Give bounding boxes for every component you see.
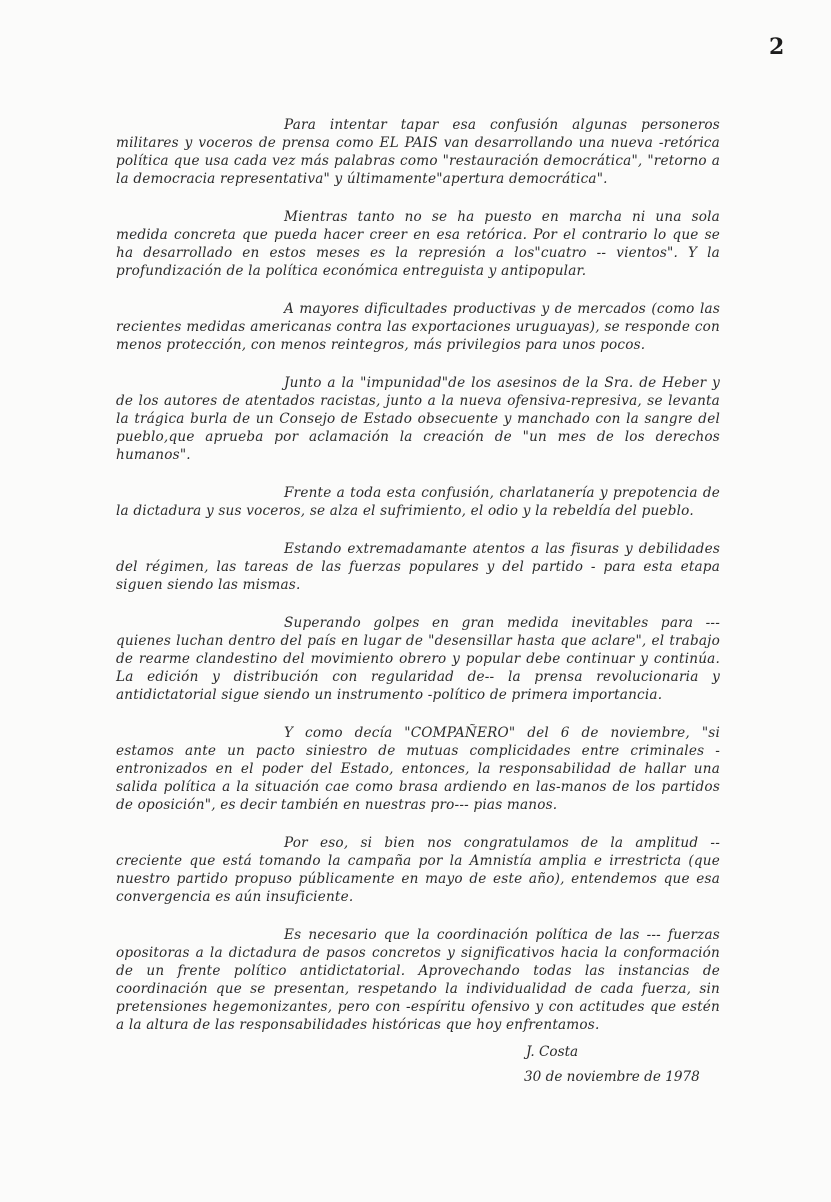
paragraph: Estando extremadamante atentos a las fisuras y debilidades del régimen, las tareas de las fuerzas populares y del partido - para esta etapa siguen siendo las mismas. xyxy=(116,541,720,593)
author-name: J. Costa xyxy=(526,1044,579,1060)
signature-block xyxy=(524,1040,700,1090)
paragraph: Y como decía "COMPAÑERO" del 6 de noviembre, "si estamos ante un pacto siniestro de mutuas complicidades entre criminales -entronizados en el poder del Estado, entonces, la responsabilidad de hallar una salida política a la situación cae como brasa ardiendo en las-manos de los partidos de oposición", es decir también en nuestras pro--- pias manos. xyxy=(116,725,720,813)
page-number: 2 xyxy=(769,34,785,60)
paragraph: Para intentar tapar esa confusión algunas personeros militares y voceros de prensa como EL PAIS van desarrollando una nueva -retórica política que usa cada vez más palabras como "restauración democrática", "retorno a la democracia representativa" y últimamente"apertura democrática". xyxy=(116,117,720,187)
paragraph: Frente a toda esta confusión, charlatanería y prepotencia de la dictadura y sus voceros, se alza el sufrimiento, el odio y la rebeldía del pueblo. xyxy=(116,485,720,519)
paragraph: Por eso, si bien nos congratulamos de la amplitud -- creciente que está tomando la campaña por la Amnistía amplia e irrestricta (que nuestro partido propuso públicamente en mayo de este año), entendemos que esa convergencia es aún insuficiente. xyxy=(116,835,720,905)
paragraph: Superando golpes en gran medida inevitables para --- quienes luchan dentro del país en lugar de "desensillar hasta que aclare", el trabajo de rearme clandestino del movimiento obrero y popular debe continuar y continúa. La edición y distribución con regularidad de-- la prensa revolucionaria y antidictatorial sigue siendo un instrumento -político de primera importancia. xyxy=(116,615,720,703)
body-text xyxy=(116,116,720,1054)
paragraph: A mayores dificultades productivas y de mercados (como las recientes medidas americanas contra las exportaciones uruguayas), se responde con menos protección, con menos reintegros, más privilegios para unos pocos. xyxy=(116,301,720,353)
paragraph: Mientras tanto no se ha puesto en marcha ni una sola medida concreta que pueda hacer creer en esa retórica. Por el contrario lo que se ha desarrollado en estos meses es la represión a los"cuatro -- vientos". Y la profundización de la política económica entreguista y antipopular. xyxy=(116,209,720,279)
paragraph: Junto a la "impunidad"de los asesinos de la Sra. de Heber y de los autores de atentados racistas, junto a la nueva ofensiva-represiva, se levanta la trágica burla de un Consejo de Estado obsecuente y manchado con la sangre del pueblo,que aprueba por aclamación la creación de "un mes de los derechos humanos". xyxy=(116,375,720,463)
signature-date: 30 de noviembre de 1978 xyxy=(524,1069,700,1085)
paragraph: Es necesario que la coordinación política de las --- fuerzas opositoras a la dictadura de pasos concretos y significativos hacia la conformación de un frente político antidictatorial. Aprovechando todas las instancias de coordinación que se presentan, respetando la individualidad de cada fuerza, sin pretensiones hegemonizantes, pero con -espíritu ofensivo y con actitudes que estén a la altura de las responsabilidades históricas que hoy enfrentamos. xyxy=(116,927,720,1033)
